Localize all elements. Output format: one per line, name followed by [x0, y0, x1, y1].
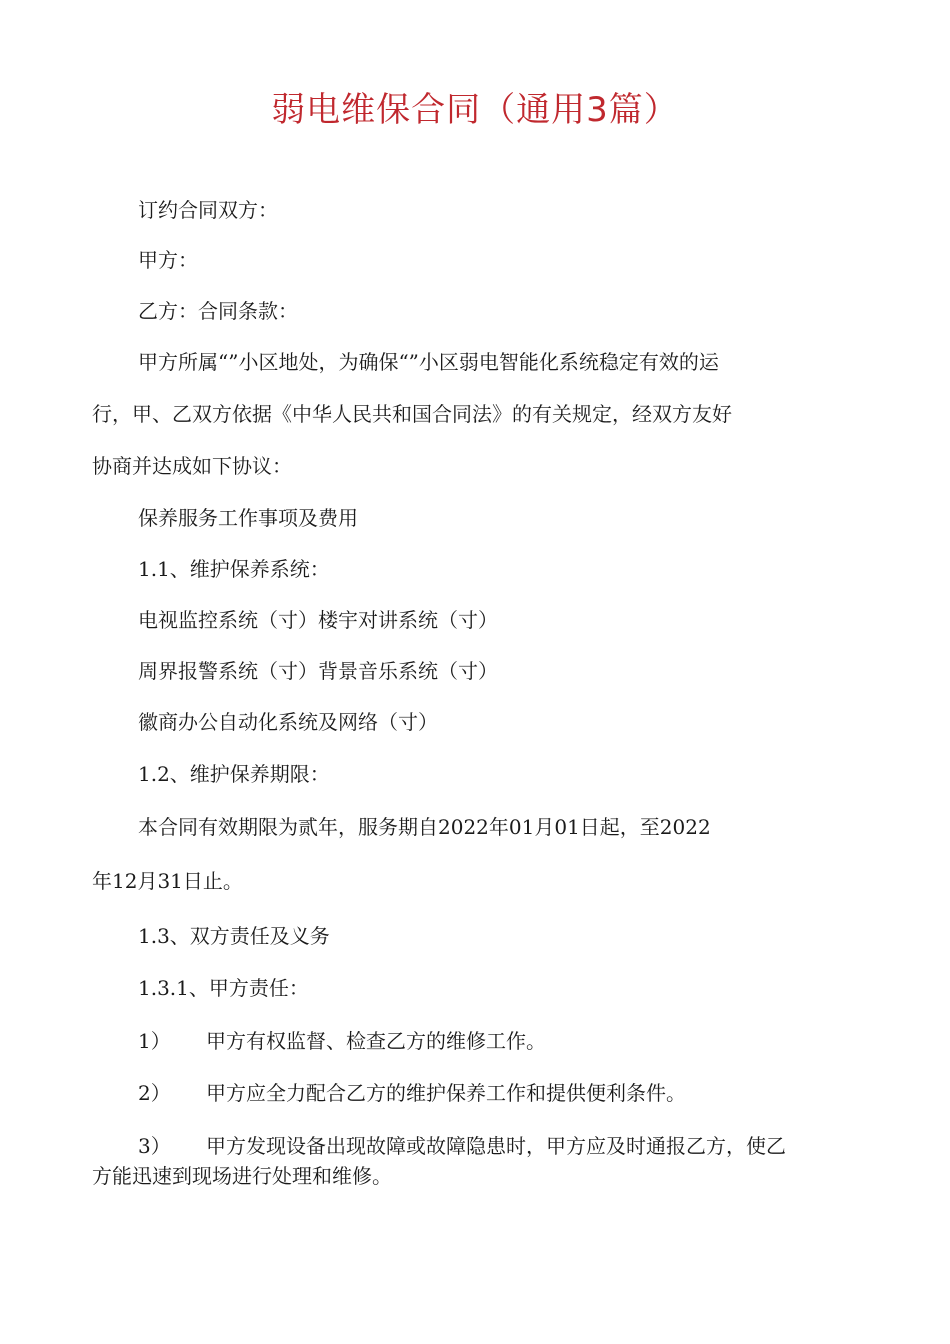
list-item-text: 甲方发现设备出现故障或故障隐患时，甲方应及时通报乙方，使乙: [206, 1134, 786, 1158]
list-item-number: 2）: [138, 1081, 171, 1105]
section-heading-services: 保养服务工作事项及费用: [138, 506, 358, 530]
party-b-line: 乙方：合同条款：: [138, 299, 298, 323]
term-paragraph-line-2: 年12月31日止。: [92, 869, 243, 893]
list-item-number: 3）: [138, 1134, 171, 1158]
section-heading-1-2: 1.2、维护保养期限：: [138, 762, 330, 786]
parties-line: 订约合同双方：: [138, 198, 278, 222]
list-item-text: 甲方有权监督、检查乙方的维修工作。: [206, 1029, 546, 1053]
party-a-line: 甲方：: [138, 248, 198, 272]
list-item-continuation: 方能迅速到现场进行处理和维修。: [92, 1164, 392, 1188]
systems-line-1: 电视监控系统（寸）楼宇对讲系统（寸）: [138, 608, 498, 632]
document-title: 弱电维保合同（通用3篇）: [271, 90, 679, 130]
section-heading-1-3-1: 1.3.1、甲方责任：: [138, 976, 309, 1000]
term-paragraph-line-1: 本合同有效期限为贰年，服务期自2022年01月01日起，至2022: [138, 815, 711, 839]
systems-line-3: 徽商办公自动化系统及网络（寸）: [138, 710, 438, 734]
intro-paragraph-line-3: 协商并达成如下协议：: [92, 454, 292, 478]
intro-paragraph-line-2: 行，甲、乙双方依据《中华人民共和国合同法》的有关规定，经双方友好: [92, 402, 732, 426]
list-item-text: 甲方应全力配合乙方的维护保养工作和提供便利条件。: [206, 1081, 686, 1105]
section-heading-1-3: 1.3、双方责任及义务: [138, 924, 330, 948]
section-heading-1-1: 1.1、维护保养系统：: [138, 557, 330, 581]
list-item-number: 1）: [138, 1029, 171, 1053]
intro-paragraph-line-1: 甲方所属“”小区地处，为确保“”小区弱电智能化系统稳定有效的运: [138, 350, 719, 374]
systems-line-2: 周界报警系统（寸）背景音乐系统（寸）: [138, 659, 498, 683]
